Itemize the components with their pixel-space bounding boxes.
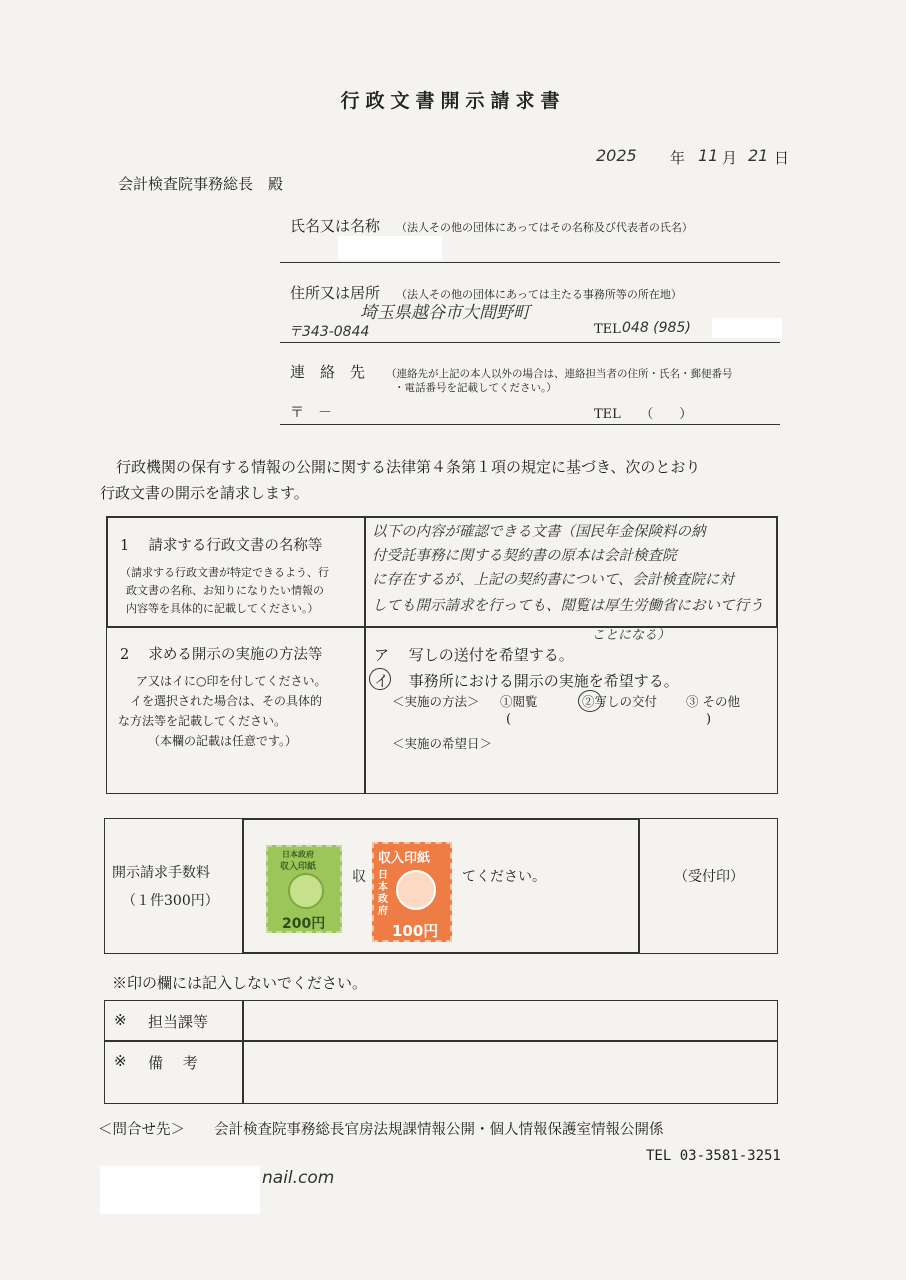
paren-open: ( xyxy=(506,712,512,727)
method-1: ①閲覧 xyxy=(500,694,538,709)
redacted-email xyxy=(100,1166,260,1214)
address-label: 住所又は居所 xyxy=(290,284,381,302)
page-title: 行政文書開示請求書 xyxy=(340,90,566,112)
office-row-2-label: 備 考 xyxy=(148,1054,198,1072)
stamp-200-issuer: 日本政府 xyxy=(282,850,314,859)
receipt-stamp-label: （受付印） xyxy=(674,869,744,885)
method-2-circle xyxy=(578,690,602,712)
method-label: ＜実施の方法＞ xyxy=(392,694,480,709)
stamp-100-side: 日本政府 xyxy=(378,870,388,917)
contact-note-1: （連絡先が上記の本人以外の場合は、連絡担当者の住所・氏名・郵便番号 xyxy=(386,368,733,380)
row2-note-1: ア又はイに○印を付してください。 xyxy=(136,674,327,688)
contact-label: 連 絡 先 xyxy=(290,363,366,381)
stamp-100-flower xyxy=(396,870,436,910)
address-handwritten: 埼玉県越谷市大間野町 xyxy=(360,303,530,323)
date-year-unit: 年 xyxy=(670,149,686,167)
name-underline xyxy=(280,262,780,263)
row1-hand-line-5: ことになる） xyxy=(592,628,671,643)
receipt-cell xyxy=(638,818,778,954)
option-i-circle xyxy=(369,668,391,690)
office-use-notice: ※印の欄には記入しないでください。 xyxy=(112,974,368,992)
contact-tel-label: TEL （ ） xyxy=(594,407,693,422)
address-note: （法人その他の団体にあっては主たる事務所等の所在地） xyxy=(396,288,682,301)
addressee: 会計検査院事務総長 殿 xyxy=(118,175,284,193)
row1-hand-line-3: に存在するが、上記の契約書について、会計検査院に対 xyxy=(372,572,734,588)
redacted-name xyxy=(338,236,442,260)
name-label: 氏名又は名称 xyxy=(290,217,381,235)
office-row-2-value-cell xyxy=(242,1040,778,1104)
contact-postal-label: 〒 － xyxy=(290,405,332,421)
row2-note-3: な方法等を記載してください。 xyxy=(118,714,287,728)
date-month: 11 xyxy=(698,146,719,165)
option-i: イ 事務所における開示の実施を希望する。 xyxy=(374,672,679,690)
name-note: （法人その他の団体にあってはその名称及び代表者の氏名） xyxy=(396,221,693,234)
row1-note-2: 政文書の名称、お知りになりたい情報の xyxy=(126,584,324,597)
stamp-200-value: 200円 xyxy=(282,916,326,932)
fee-label-cell xyxy=(104,818,244,954)
redacted-tel xyxy=(712,318,782,338)
intro-line-2: 行政文書の開示を請求します。 xyxy=(100,484,309,502)
date-year: 2025 xyxy=(596,146,637,165)
method-3: ③ その他 xyxy=(686,694,740,709)
address-tel-label: TEL xyxy=(594,322,621,337)
paren-close: ) xyxy=(706,712,712,727)
inquiry-tel: TEL 03-3581-3251 xyxy=(646,1148,781,1164)
row2-note-2: イを選択された場合は、その具体的 xyxy=(130,694,323,708)
contact-note-2: ・電話番号を記載してください。） xyxy=(394,382,557,394)
row1-note-1: （請求する行政文書が特定できるよう、行 xyxy=(120,566,329,579)
stamp-200-flower xyxy=(288,873,324,909)
fee-label: 開示請求手数料 xyxy=(112,865,210,881)
fee-sub: （１件300円） xyxy=(122,893,219,909)
row1-note-3: 内容等を具体的に記載してください。） xyxy=(126,602,319,615)
method-2: ②写しの交付 xyxy=(582,694,658,709)
fee-text-tail: てください。 xyxy=(462,869,546,885)
row1-heading: 1 請求する行政文書の名称等 xyxy=(120,538,323,554)
row2-note-4: （本欄の記載は任意です。） xyxy=(148,734,298,748)
address-underline xyxy=(280,342,780,343)
office-row-2-mark: ※ xyxy=(114,1052,127,1070)
address-tel-value: 048 (985) xyxy=(622,320,691,336)
office-row-1-value-cell xyxy=(242,1000,778,1042)
row2-heading: 2 求める開示の実施の方法等 xyxy=(120,647,323,663)
date-day-unit: 日 xyxy=(774,149,790,167)
inquiry-label: ＜問合せ先＞ xyxy=(98,1122,185,1138)
contact-underline xyxy=(280,424,780,425)
stamp-100-value: 100円 xyxy=(392,922,439,940)
office-row-1-mark: ※ xyxy=(114,1011,127,1029)
revenue-stamp-200 xyxy=(266,845,342,933)
date-wish-label: ＜実施の希望日＞ xyxy=(392,736,493,751)
stamp-200-top: 収入印紙 xyxy=(280,862,317,872)
inquiry-dept: 会計検査院事務総長官房法規課情報公開・個人情報保護室情報公開係 xyxy=(214,1122,664,1138)
revenue-stamp-100 xyxy=(372,842,452,942)
date-day: 21 xyxy=(748,146,769,165)
row1-hand-line-2: 付受託事務に関する契約書の原本は会計検査院 xyxy=(372,548,677,564)
intro-line-1: 行政機関の保有する情報の公開に関する法律第４条第１項の規定に基づき、次のとおり xyxy=(116,458,701,476)
email-partial: nail.com xyxy=(262,1168,335,1188)
option-a: ア 写しの送付を希望する。 xyxy=(374,646,574,664)
postal-code: 〒343-0844 xyxy=(288,324,370,340)
stamp-100-top: 収入印紙 xyxy=(378,851,431,866)
office-row-1-label: 担当課等 xyxy=(148,1013,209,1031)
date-month-unit: 月 xyxy=(722,149,738,167)
row1-hand-line-4: しても開示請求を行っても、閲覧は厚生労働省において行う xyxy=(372,598,764,614)
row1-hand-line-1: 以下の内容が確認できる文書（国民年金保険料の納 xyxy=(372,524,706,540)
fee-text-partial: 収 xyxy=(352,869,366,885)
